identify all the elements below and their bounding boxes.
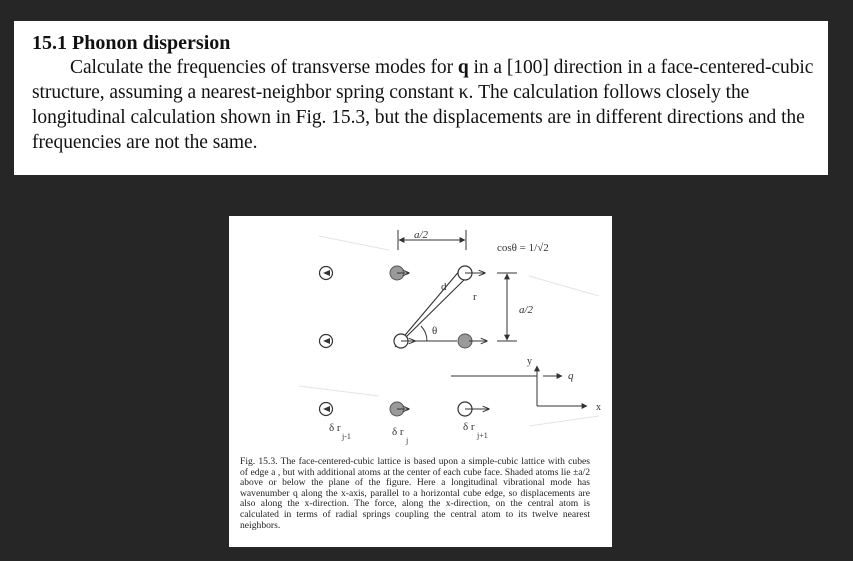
figure-caption: Fig. 15.3. The face-centered-cubic lattice is based upon a simple-cubic lattice with cubes of edge a , but with additional atoms at the center of each cube face. Shaded atoms lie ±a/2 above or below the plane of the figure. Here a longitudinal vibrational mode has wavenumber q along the x-axis, parallel to a horizontal cube edge, so displacements are also along the x-direction. The force, along the x-direction, on the central atom is calculated in terms of radial springs coupling the central atom to its twelve nearest neighbors. xyxy=(240,456,590,531)
problem-heading: 15.1 Phonon dispersion xyxy=(32,32,231,54)
delta-r-label: δ r xyxy=(329,422,341,434)
subscript-j-minus-1: j-1 xyxy=(342,432,351,441)
displacement-labels xyxy=(329,421,488,445)
subscript-j: j xyxy=(406,436,409,445)
lattice-diagram xyxy=(229,216,612,456)
scan-texture xyxy=(299,236,599,426)
wavevector-q: q xyxy=(457,57,469,78)
theta-label: θ xyxy=(432,325,438,337)
problem-card xyxy=(14,21,828,175)
r-label: r xyxy=(473,291,477,303)
vertical-half-lattice-label: a/2 xyxy=(519,304,534,316)
delta-r-label: δ r xyxy=(463,421,475,433)
y-axis-label: y xyxy=(527,356,532,367)
half-lattice-label: a/2 xyxy=(414,229,429,241)
delta-r-label: δ r xyxy=(392,426,404,438)
cos-theta-label: cosθ = 1/√2 xyxy=(497,242,549,254)
theta-arc xyxy=(421,326,427,341)
problem-text-rest: in a [100] direction in a face-centered-cubic structure, assuming a nearest-neighbor spring constant κ. The calculation follows closely the longitudinal calculation shown in Fig. 15.3, but the displacements are in different directions and the frequencies are not the same. xyxy=(32,57,814,153)
subscript-j-plus-1: j+1 xyxy=(477,431,488,440)
atom-column-j-minus-1 xyxy=(320,267,333,416)
q-label: q xyxy=(568,370,574,382)
problem-text xyxy=(32,55,814,155)
d-label: d xyxy=(441,281,447,293)
problem-text-start: Calculate the frequencies of transverse modes for xyxy=(70,57,458,78)
x-axis-label: x xyxy=(596,402,601,413)
figure-card xyxy=(229,216,612,547)
